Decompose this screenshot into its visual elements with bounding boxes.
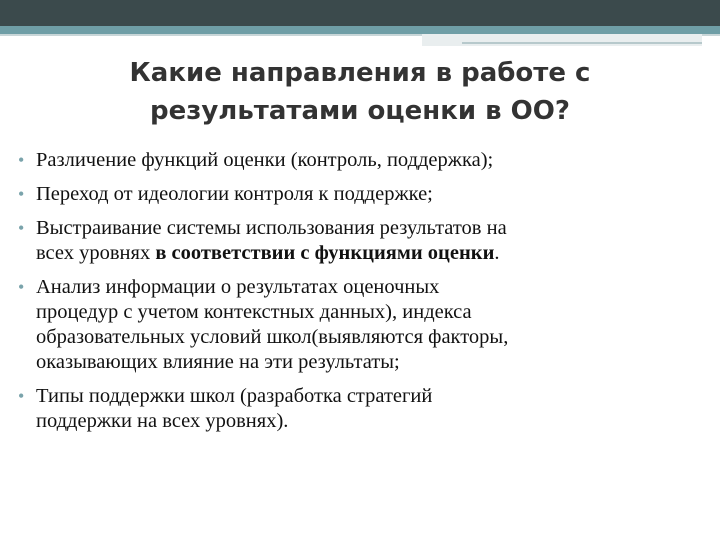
bullet-text: Типы поддержки школ (разработка стратегий — [36, 385, 433, 407]
bullet-icon: • — [18, 218, 25, 238]
bullet-text: Переход от идеологии контроля к поддержке; — [36, 183, 433, 205]
bullet-text: процедур с учетом контекстных данных), индекса — [36, 301, 472, 323]
bullet-icon: • — [18, 386, 25, 406]
bullet-text: поддержки на всех уровнях). — [36, 410, 289, 432]
bullet-item — [18, 148, 708, 173]
bullet-text-plain: всех уровнях — [36, 242, 156, 264]
slide-title — [60, 54, 660, 130]
header-accent-block — [422, 34, 702, 46]
bullet-icon: • — [18, 150, 25, 170]
bullet-icon: • — [18, 184, 25, 204]
bullet-text: образовательных условий школ(выявляются факторы, — [36, 326, 509, 348]
bullet-text-end: . — [494, 242, 500, 264]
bullet-text: Выстраивание системы использования результатов на — [36, 217, 507, 239]
header-accent-line — [462, 42, 702, 44]
bullet-text: Анализ информации о результатах оценочных — [36, 276, 440, 298]
header-band-dark — [0, 0, 720, 26]
bullet-text: оказывающих влияние на эти результаты; — [36, 351, 400, 373]
bullet-text: Различение функций оценки (контроль, поддержка); — [36, 149, 494, 171]
bullet-item — [18, 216, 708, 266]
bullet-item — [18, 384, 708, 434]
bullet-item — [18, 182, 708, 207]
bullet-item — [18, 275, 708, 375]
slide-title-line-2: результатами оценки в ОО? — [150, 96, 570, 126]
bullet-text-bold: в соответствии с функциями оценки — [155, 242, 495, 264]
bullet-text-line-2 — [36, 241, 708, 266]
slide-title-line-1: Какие направления в работе с — [129, 58, 591, 88]
bullet-list — [18, 148, 708, 443]
bullet-icon: • — [18, 277, 25, 297]
header-band-teal — [0, 26, 720, 34]
